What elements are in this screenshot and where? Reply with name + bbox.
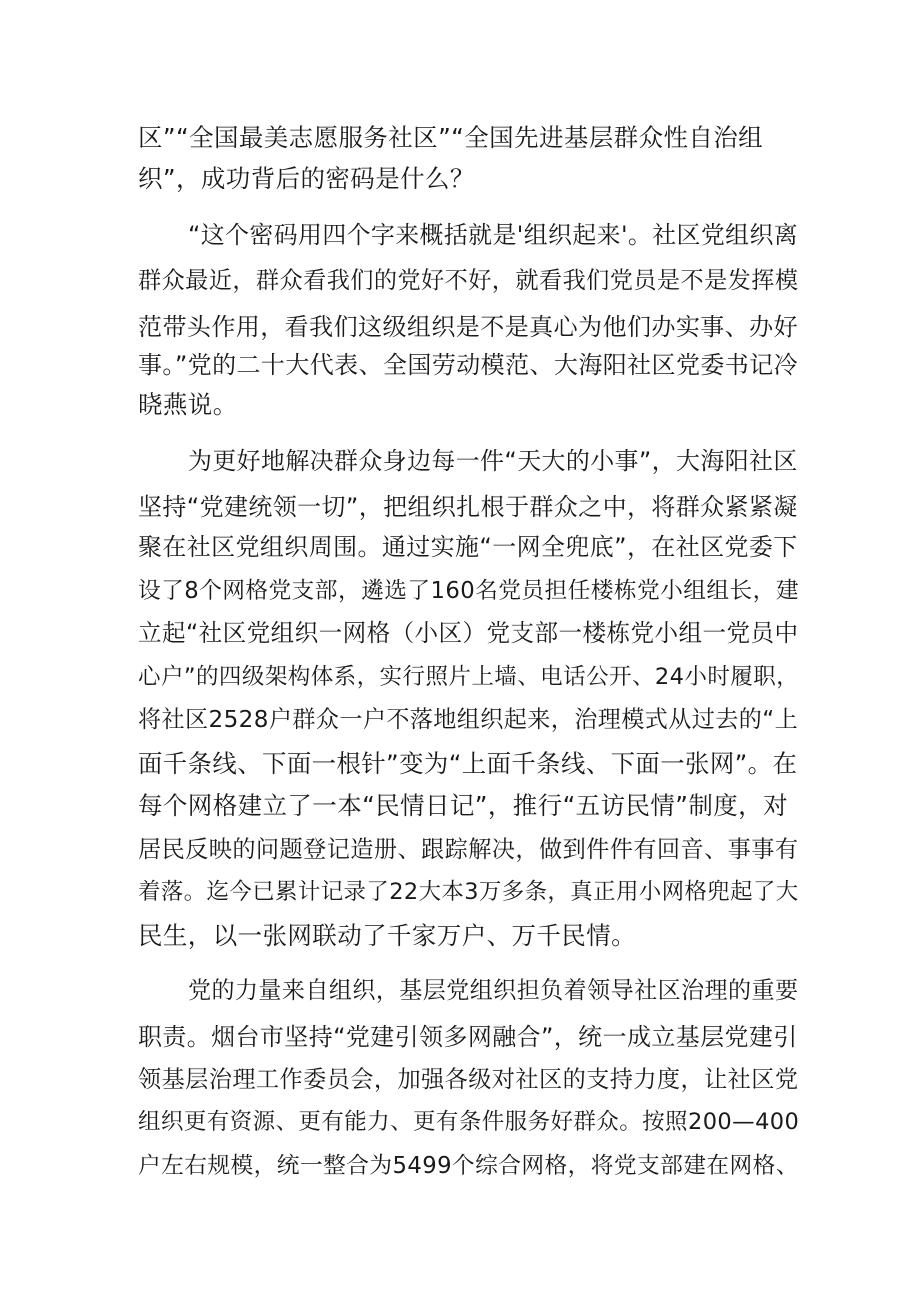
- text-line: 设了8个网格党支部，遴选了160名党员担任楼栋党小组组长，建: [138, 578, 799, 604]
- text-line: 居民反映的问题登记造册、跟踪解决，做到件件有回音、事事有: [138, 836, 799, 863]
- text-line: 组织更有资源、更有能力、更有条件服务好群众。按照200—400: [138, 1109, 800, 1135]
- text-line: 领基层治理工作委员会，加强各级对社区的支持力度，让社区党: [138, 1066, 799, 1093]
- text-line: 群众最近，群众看我们的党好不好，就看我们党员是不是发挥模: [138, 267, 799, 294]
- text-line: 晓燕说。: [138, 390, 238, 419]
- text-line: 每个网格建立了一本“民情日记”，推行“五访民情”制度，对: [138, 791, 788, 820]
- text-line: 心户”的四级架构体系，实行照片上墙、电话公开、24小时履职，: [138, 664, 800, 690]
- text-line: 范带头作用，看我们这级组织是不是真心为他们办实事、办好: [138, 313, 799, 341]
- text-line: 将社区2528户群众一户不落地组织起来，治理模式从过去的“上: [138, 707, 799, 733]
- text-line: 着落。迄今已累计记录了22大本3万多条，真正用小网格兜起了大: [138, 879, 799, 905]
- text-line: 立起“社区党组织一网格（小区）党支部一楼栋党小组一党员中: [138, 619, 799, 647]
- text-line: 坚持“党建统领一切”，把组织扎根于群众之中，将群众紧紧凝: [138, 493, 798, 521]
- text-line: 织”，成功背后的密码是什么？: [138, 164, 475, 193]
- text-line: 党的力量来自组织，基层党组织担负着领导社区治理的重要: [188, 978, 799, 1004]
- text-line: 区”“全国最美志愿服务社区”“全国先进基层群众性自治组: [138, 123, 764, 152]
- text-line: 聚在社区党组织周围。通过实施“一网全兜底”，在社区党委下: [138, 533, 798, 561]
- text-line: “这个密码用四个字来概括就是'组织起来'。社区党组织离: [188, 221, 799, 249]
- text-line: 民生，以一张网联动了千家万户、万千民情。: [138, 921, 636, 950]
- text-line: 户左右规模，统一整合为5499个综合网格，将党支部建在网格、: [138, 1153, 799, 1179]
- text-line: 事。”党的二十大代表、全国劳动模范、大海阳社区党委书记冷: [138, 351, 799, 379]
- text-line: 为更好地解决群众身边每一件“天大的小事”，大海阳社区: [188, 447, 798, 475]
- text-line: 职责。烟台市坚持“党建引领多网融合”，统一成立基层党建引: [138, 1023, 798, 1051]
- text-line: 面千条线、下面一根针”变为“上面千条线、下面一张网”。在: [138, 749, 798, 778]
